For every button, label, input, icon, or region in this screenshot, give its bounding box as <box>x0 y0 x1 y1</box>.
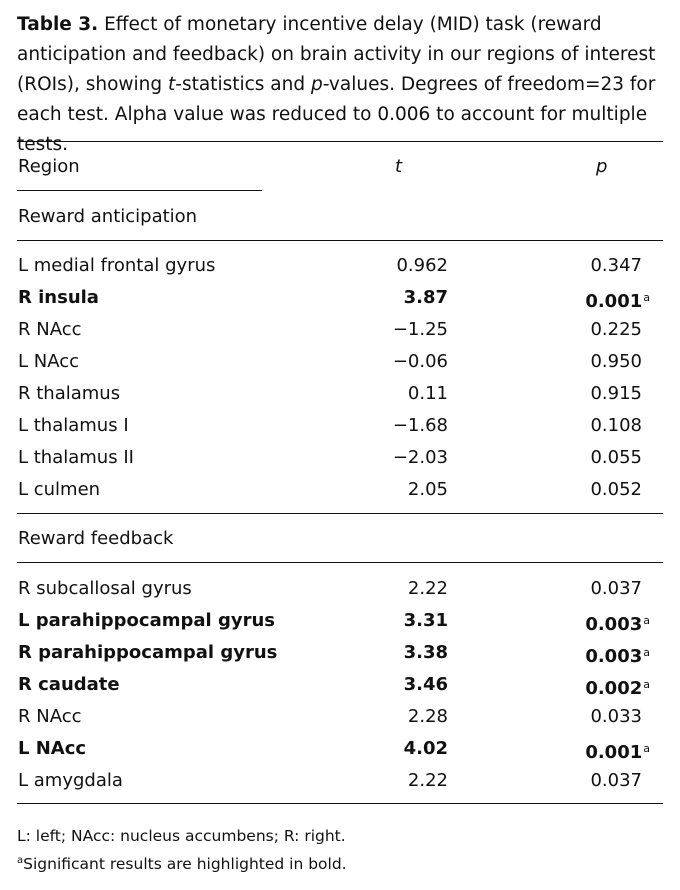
footnote-abbrev: L: left; NAcc: nucleus accumbens; R: right. <box>17 827 346 845</box>
significance-mark: a <box>643 742 650 755</box>
cell-t: −2.03 <box>392 447 448 468</box>
cell-p <box>540 605 650 641</box>
cell-p-value: 0.001 <box>585 291 643 312</box>
cell-p-value: 0.002 <box>585 678 643 699</box>
cell-p-value: 0.003 <box>585 614 643 635</box>
cell-t: 4.02 <box>403 738 448 759</box>
cell-region: R NAcc <box>18 319 82 340</box>
cell-t: −0.06 <box>392 351 448 372</box>
cell-p <box>540 346 650 378</box>
caption-text-3: -values. Degrees of freedom=23 for each test. Alpha value was reduced to 0.006 to account for multiple tests. <box>17 74 656 155</box>
cell-region: L thalamus I <box>18 415 129 436</box>
table-row <box>0 474 680 506</box>
footnote-mark: a <box>17 855 24 866</box>
cell-t: 2.22 <box>407 770 448 791</box>
cell-p <box>540 765 650 797</box>
cell-p-value: 0.347 <box>590 255 642 276</box>
cell-region: L NAcc <box>18 351 80 372</box>
caption-p-italic: p <box>311 74 323 95</box>
header-p: p <box>596 156 608 177</box>
table-row <box>0 605 680 637</box>
table-row <box>0 250 680 282</box>
table-row <box>0 442 680 474</box>
cell-p <box>540 250 650 282</box>
cell-p <box>540 442 650 474</box>
cell-region: L thalamus II <box>18 447 134 468</box>
header-subrule <box>17 190 262 191</box>
table-caption <box>17 10 667 160</box>
significance-mark: a <box>643 678 650 691</box>
table-row <box>0 637 680 669</box>
cell-region: L amygdala <box>18 770 123 791</box>
top-rule <box>17 141 663 142</box>
caption-text-1: Effect of monetary incentive delay (MID) task (reward anticipation and feedback) on brain activity in our regions of interest (ROIs), showing <box>17 14 656 95</box>
cell-p <box>540 314 650 346</box>
table-row <box>0 573 680 605</box>
cell-p <box>540 733 650 769</box>
cell-p <box>540 637 650 673</box>
cell-region: L culmen <box>18 479 101 500</box>
cell-region: R thalamus <box>18 383 121 404</box>
bottom-rule <box>17 803 663 804</box>
cell-t: 2.28 <box>407 706 448 727</box>
cell-region: R insula <box>18 287 99 308</box>
table-row <box>0 765 680 797</box>
cell-p <box>540 410 650 442</box>
cell-t: 3.87 <box>403 287 448 308</box>
table-row <box>0 346 680 378</box>
cell-p-value: 0.037 <box>590 770 642 791</box>
cell-t: −1.25 <box>392 319 448 340</box>
caption-text-2: -statistics and <box>175 74 311 95</box>
significance-mark: a <box>643 291 650 304</box>
cell-p-value: 0.225 <box>590 319 642 340</box>
cell-p-value: 0.950 <box>590 351 642 372</box>
section-rule-feedback <box>17 562 663 563</box>
table-row <box>0 733 680 765</box>
cell-region: L parahippocampal gyrus <box>18 610 275 631</box>
cell-t: 2.22 <box>407 578 448 599</box>
cell-p <box>540 378 650 410</box>
cell-p-value: 0.037 <box>590 578 642 599</box>
cell-p-value: 0.915 <box>590 383 642 404</box>
table-row <box>0 410 680 442</box>
cell-t: −1.68 <box>392 415 448 436</box>
cell-p-value: 0.033 <box>590 706 642 727</box>
table-row <box>0 314 680 346</box>
cell-region: R parahippocampal gyrus <box>18 642 278 663</box>
cell-region: R NAcc <box>18 706 82 727</box>
cell-p <box>540 573 650 605</box>
cell-t: 3.46 <box>403 674 448 695</box>
cell-region: L medial frontal gyrus <box>18 255 216 276</box>
header-t: t <box>395 156 403 177</box>
cell-p-value: 0.003 <box>585 646 643 667</box>
significance-mark: a <box>643 646 650 659</box>
cell-t: 3.31 <box>403 610 448 631</box>
cell-p-value: 0.055 <box>590 447 642 468</box>
section-title-feedback: Reward feedback <box>18 528 174 549</box>
cell-p-value: 0.108 <box>590 415 642 436</box>
table-row <box>0 669 680 701</box>
cell-region: L NAcc <box>18 738 87 759</box>
cell-p <box>540 701 650 733</box>
cell-p <box>540 282 650 318</box>
caption-t-italic: t <box>168 74 176 95</box>
cell-p <box>540 669 650 705</box>
section-rule-anticipation <box>17 240 663 241</box>
cell-region: R caudate <box>18 674 120 695</box>
significance-mark: a <box>643 614 650 627</box>
table-label: Table 3. <box>17 14 99 35</box>
footnote-significance <box>17 848 347 877</box>
section-title-anticipation: Reward anticipation <box>18 206 198 227</box>
cell-region: R subcallosal gyrus <box>18 578 192 599</box>
cell-t: 3.38 <box>403 642 448 663</box>
cell-p-value: 0.001 <box>585 742 643 763</box>
table-row <box>0 378 680 410</box>
section-end-rule-anticipation <box>17 513 663 514</box>
footnote-sig-text: Significant results are highlighted in bold. <box>23 855 347 873</box>
cell-t: 0.11 <box>407 383 448 404</box>
table-row <box>0 701 680 733</box>
cell-p-value: 0.052 <box>590 479 642 500</box>
table-row <box>0 282 680 314</box>
cell-t: 0.962 <box>396 255 448 276</box>
cell-p <box>540 474 650 506</box>
cell-t: 2.05 <box>407 479 448 500</box>
header-region: Region <box>18 156 80 177</box>
